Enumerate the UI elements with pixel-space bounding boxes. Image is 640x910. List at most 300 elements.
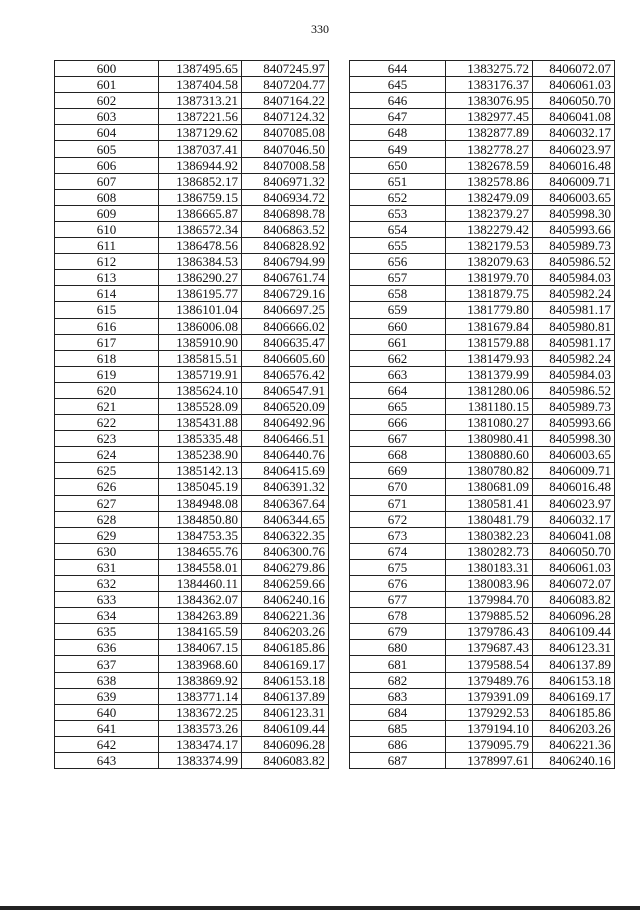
- x-coordinate-cell: 1382578.86: [446, 173, 533, 189]
- x-coordinate-cell: 1386290.27: [159, 270, 242, 286]
- point-number-cell: 624: [55, 447, 159, 463]
- y-coordinate-cell: 8406635.47: [242, 334, 329, 350]
- y-coordinate-cell: 8406137.89: [533, 656, 615, 672]
- table-row: [350, 608, 615, 624]
- y-coordinate-cell: 8407204.77: [242, 77, 329, 93]
- point-number-cell: 685: [350, 720, 446, 736]
- table-row: [350, 382, 615, 398]
- y-coordinate-cell: 8406279.86: [242, 559, 329, 575]
- table-row: [55, 753, 329, 769]
- table-row: [55, 592, 329, 608]
- x-coordinate-cell: 1385045.19: [159, 479, 242, 495]
- point-number-cell: 679: [350, 624, 446, 640]
- x-coordinate-cell: 1382179.53: [446, 238, 533, 254]
- y-coordinate-cell: 8405986.52: [533, 382, 615, 398]
- y-coordinate-cell: 8406023.97: [533, 495, 615, 511]
- point-number-cell: 671: [350, 495, 446, 511]
- y-coordinate-cell: 8406109.44: [242, 720, 329, 736]
- x-coordinate-cell: 1380382.23: [446, 527, 533, 543]
- y-coordinate-cell: 8405984.03: [533, 366, 615, 382]
- y-coordinate-cell: 8405993.66: [533, 415, 615, 431]
- y-coordinate-cell: 8405993.66: [533, 221, 615, 237]
- y-coordinate-cell: 8405982.24: [533, 350, 615, 366]
- y-coordinate-cell: 8406828.92: [242, 238, 329, 254]
- y-coordinate-cell: 8406009.71: [533, 463, 615, 479]
- y-coordinate-cell: 8406009.71: [533, 173, 615, 189]
- table-row: [55, 398, 329, 414]
- x-coordinate-cell: 1383176.37: [446, 77, 533, 93]
- y-coordinate-cell: 8406072.07: [533, 576, 615, 592]
- x-coordinate-cell: 1386944.92: [159, 157, 242, 173]
- y-coordinate-cell: 8406016.48: [533, 479, 615, 495]
- table-row: [55, 366, 329, 382]
- table-row: [350, 141, 615, 157]
- table-row: [55, 576, 329, 592]
- x-coordinate-cell: 1381779.80: [446, 302, 533, 318]
- point-number-cell: 607: [55, 173, 159, 189]
- y-coordinate-cell: 8406083.82: [533, 592, 615, 608]
- point-number-cell: 668: [350, 447, 446, 463]
- x-coordinate-cell: 1383672.25: [159, 704, 242, 720]
- coordinate-table-left: [54, 60, 329, 769]
- table-row: [55, 511, 329, 527]
- point-number-cell: 658: [350, 286, 446, 302]
- table-row: [55, 431, 329, 447]
- y-coordinate-cell: 8406032.17: [533, 511, 615, 527]
- table-row: [55, 382, 329, 398]
- x-coordinate-cell: 1381679.84: [446, 318, 533, 334]
- point-number-cell: 613: [55, 270, 159, 286]
- table-row: [55, 672, 329, 688]
- point-number-cell: 683: [350, 688, 446, 704]
- x-coordinate-cell: 1386665.87: [159, 205, 242, 221]
- x-coordinate-cell: 1381280.06: [446, 382, 533, 398]
- point-number-cell: 631: [55, 559, 159, 575]
- point-number-cell: 652: [350, 189, 446, 205]
- table-row: [350, 61, 615, 77]
- point-number-cell: 622: [55, 415, 159, 431]
- y-coordinate-cell: 8406169.17: [242, 656, 329, 672]
- y-coordinate-cell: 8406221.36: [533, 736, 615, 752]
- y-coordinate-cell: 8406096.28: [533, 608, 615, 624]
- y-coordinate-cell: 8406185.86: [242, 640, 329, 656]
- x-coordinate-cell: 1380083.96: [446, 576, 533, 592]
- point-number-cell: 610: [55, 221, 159, 237]
- point-number-cell: 667: [350, 431, 446, 447]
- x-coordinate-cell: 1381579.88: [446, 334, 533, 350]
- point-number-cell: 660: [350, 318, 446, 334]
- point-number-cell: 634: [55, 608, 159, 624]
- point-number-cell: 656: [350, 254, 446, 270]
- x-coordinate-cell: 1383474.17: [159, 736, 242, 752]
- x-coordinate-cell: 1383573.26: [159, 720, 242, 736]
- y-coordinate-cell: 8406023.97: [533, 141, 615, 157]
- point-number-cell: 677: [350, 592, 446, 608]
- x-coordinate-cell: 1385910.90: [159, 334, 242, 350]
- y-coordinate-cell: 8406391.32: [242, 479, 329, 495]
- coordinate-table-right: [349, 60, 615, 769]
- point-number-cell: 635: [55, 624, 159, 640]
- point-number-cell: 669: [350, 463, 446, 479]
- point-number-cell: 659: [350, 302, 446, 318]
- point-number-cell: 674: [350, 543, 446, 559]
- point-number-cell: 651: [350, 173, 446, 189]
- table-row: [350, 447, 615, 463]
- y-coordinate-cell: 8406898.78: [242, 205, 329, 221]
- point-number-cell: 662: [350, 350, 446, 366]
- y-coordinate-cell: 8406367.64: [242, 495, 329, 511]
- table-row: [55, 543, 329, 559]
- y-coordinate-cell: 8407124.32: [242, 109, 329, 125]
- x-coordinate-cell: 1384558.01: [159, 559, 242, 575]
- table-row: [55, 61, 329, 77]
- x-coordinate-cell: 1387404.58: [159, 77, 242, 93]
- point-number-cell: 673: [350, 527, 446, 543]
- y-coordinate-cell: 8406123.31: [533, 640, 615, 656]
- table-row: [350, 527, 615, 543]
- table-row: [350, 431, 615, 447]
- x-coordinate-cell: 1386101.04: [159, 302, 242, 318]
- point-number-cell: 602: [55, 93, 159, 109]
- point-number-cell: 606: [55, 157, 159, 173]
- x-coordinate-cell: 1385335.48: [159, 431, 242, 447]
- table-row: [55, 736, 329, 752]
- point-number-cell: 643: [55, 753, 159, 769]
- y-coordinate-cell: 8405989.73: [533, 238, 615, 254]
- page-bottom-edge: [0, 906, 640, 910]
- table-row: [350, 238, 615, 254]
- y-coordinate-cell: 8406492.96: [242, 415, 329, 431]
- y-coordinate-cell: 8406240.16: [242, 592, 329, 608]
- x-coordinate-cell: 1385719.91: [159, 366, 242, 382]
- point-number-cell: 616: [55, 318, 159, 334]
- y-coordinate-cell: 8406440.76: [242, 447, 329, 463]
- table-row: [350, 318, 615, 334]
- y-coordinate-cell: 8405981.17: [533, 302, 615, 318]
- y-coordinate-cell: 8405998.30: [533, 205, 615, 221]
- table-row: [350, 624, 615, 640]
- table-row: [350, 592, 615, 608]
- point-number-cell: 638: [55, 672, 159, 688]
- table-row: [350, 254, 615, 270]
- point-number-cell: 661: [350, 334, 446, 350]
- point-number-cell: 630: [55, 543, 159, 559]
- table-row: [350, 640, 615, 656]
- table-row: [55, 109, 329, 125]
- table-row: [350, 559, 615, 575]
- y-coordinate-cell: 8406041.08: [533, 109, 615, 125]
- y-coordinate-cell: 8406344.65: [242, 511, 329, 527]
- table-row: [350, 334, 615, 350]
- table-row: [350, 350, 615, 366]
- point-number-cell: 627: [55, 495, 159, 511]
- point-number-cell: 640: [55, 704, 159, 720]
- table-row: [55, 479, 329, 495]
- point-number-cell: 625: [55, 463, 159, 479]
- y-coordinate-cell: 8406083.82: [242, 753, 329, 769]
- table-row: [350, 753, 615, 769]
- table-row: [55, 286, 329, 302]
- table-row: [55, 93, 329, 109]
- point-number-cell: 644: [350, 61, 446, 77]
- y-coordinate-cell: 8406123.31: [242, 704, 329, 720]
- y-coordinate-cell: 8406096.28: [242, 736, 329, 752]
- x-coordinate-cell: 1384165.59: [159, 624, 242, 640]
- y-coordinate-cell: 8406153.18: [533, 672, 615, 688]
- y-coordinate-cell: 8406203.26: [242, 624, 329, 640]
- y-coordinate-cell: 8406240.16: [533, 753, 615, 769]
- table-row: [350, 495, 615, 511]
- x-coordinate-cell: 1381379.99: [446, 366, 533, 382]
- x-coordinate-cell: 1385238.90: [159, 447, 242, 463]
- table-row: [350, 189, 615, 205]
- table-row: [350, 511, 615, 527]
- x-coordinate-cell: 1379095.79: [446, 736, 533, 752]
- y-coordinate-cell: 8405981.17: [533, 334, 615, 350]
- point-number-cell: 675: [350, 559, 446, 575]
- table-row: [350, 93, 615, 109]
- table-row: [350, 736, 615, 752]
- point-number-cell: 682: [350, 672, 446, 688]
- x-coordinate-cell: 1384362.07: [159, 592, 242, 608]
- point-number-cell: 664: [350, 382, 446, 398]
- x-coordinate-cell: 1384948.08: [159, 495, 242, 511]
- y-coordinate-cell: 8406520.09: [242, 398, 329, 414]
- point-number-cell: 614: [55, 286, 159, 302]
- table-row: [55, 640, 329, 656]
- table-row: [55, 495, 329, 511]
- table-row: [350, 157, 615, 173]
- table-row: [350, 302, 615, 318]
- table-row: [55, 173, 329, 189]
- x-coordinate-cell: 1381479.93: [446, 350, 533, 366]
- x-coordinate-cell: 1384067.15: [159, 640, 242, 656]
- table-row: [55, 221, 329, 237]
- x-coordinate-cell: 1385528.09: [159, 398, 242, 414]
- x-coordinate-cell: 1385624.10: [159, 382, 242, 398]
- x-coordinate-cell: 1382479.09: [446, 189, 533, 205]
- point-number-cell: 687: [350, 753, 446, 769]
- point-number-cell: 629: [55, 527, 159, 543]
- table-row: [55, 270, 329, 286]
- y-coordinate-cell: 8406794.99: [242, 254, 329, 270]
- table-row: [55, 205, 329, 221]
- y-coordinate-cell: 8406016.48: [533, 157, 615, 173]
- point-number-cell: 628: [55, 511, 159, 527]
- point-number-cell: 680: [350, 640, 446, 656]
- y-coordinate-cell: 8406153.18: [242, 672, 329, 688]
- point-number-cell: 636: [55, 640, 159, 656]
- table-row: [55, 447, 329, 463]
- x-coordinate-cell: 1386572.34: [159, 221, 242, 237]
- x-coordinate-cell: 1379984.70: [446, 592, 533, 608]
- y-coordinate-cell: 8405986.52: [533, 254, 615, 270]
- point-number-cell: 655: [350, 238, 446, 254]
- point-number-cell: 663: [350, 366, 446, 382]
- y-coordinate-cell: 8406050.70: [533, 543, 615, 559]
- point-number-cell: 670: [350, 479, 446, 495]
- y-coordinate-cell: 8406137.89: [242, 688, 329, 704]
- y-coordinate-cell: 8406934.72: [242, 189, 329, 205]
- y-coordinate-cell: 8406605.60: [242, 350, 329, 366]
- table-row: [55, 238, 329, 254]
- x-coordinate-cell: 1385142.13: [159, 463, 242, 479]
- x-coordinate-cell: 1379588.54: [446, 656, 533, 672]
- point-number-cell: 648: [350, 125, 446, 141]
- table-row: [350, 543, 615, 559]
- table-row: [55, 527, 329, 543]
- x-coordinate-cell: 1384753.35: [159, 527, 242, 543]
- y-coordinate-cell: 8406729.16: [242, 286, 329, 302]
- point-number-cell: 678: [350, 608, 446, 624]
- table-row: [55, 157, 329, 173]
- y-coordinate-cell: 8406109.44: [533, 624, 615, 640]
- x-coordinate-cell: 1379786.43: [446, 624, 533, 640]
- y-coordinate-cell: 8406971.32: [242, 173, 329, 189]
- x-coordinate-cell: 1381080.27: [446, 415, 533, 431]
- y-coordinate-cell: 8406547.91: [242, 382, 329, 398]
- x-coordinate-cell: 1379292.53: [446, 704, 533, 720]
- x-coordinate-cell: 1385431.88: [159, 415, 242, 431]
- point-number-cell: 650: [350, 157, 446, 173]
- point-number-cell: 608: [55, 189, 159, 205]
- x-coordinate-cell: 1386478.56: [159, 238, 242, 254]
- table-row: [350, 286, 615, 302]
- table-row: [350, 704, 615, 720]
- y-coordinate-cell: 8406003.65: [533, 189, 615, 205]
- point-number-cell: 609: [55, 205, 159, 221]
- x-coordinate-cell: 1386384.53: [159, 254, 242, 270]
- y-coordinate-cell: 8406003.65: [533, 447, 615, 463]
- x-coordinate-cell: 1381879.75: [446, 286, 533, 302]
- table-row: [55, 463, 329, 479]
- point-number-cell: 637: [55, 656, 159, 672]
- point-number-cell: 647: [350, 109, 446, 125]
- y-coordinate-cell: 8406203.26: [533, 720, 615, 736]
- x-coordinate-cell: 1382279.42: [446, 221, 533, 237]
- y-coordinate-cell: 8405998.30: [533, 431, 615, 447]
- x-coordinate-cell: 1387313.21: [159, 93, 242, 109]
- y-coordinate-cell: 8406415.69: [242, 463, 329, 479]
- x-coordinate-cell: 1384460.11: [159, 576, 242, 592]
- table-row: [350, 576, 615, 592]
- table-row: [55, 608, 329, 624]
- x-coordinate-cell: 1380780.82: [446, 463, 533, 479]
- point-number-cell: 611: [55, 238, 159, 254]
- table-row: [55, 688, 329, 704]
- table-row: [55, 334, 329, 350]
- x-coordinate-cell: 1382678.59: [446, 157, 533, 173]
- y-coordinate-cell: 8406050.70: [533, 93, 615, 109]
- x-coordinate-cell: 1387221.56: [159, 109, 242, 125]
- y-coordinate-cell: 8406466.51: [242, 431, 329, 447]
- x-coordinate-cell: 1382778.27: [446, 141, 533, 157]
- x-coordinate-cell: 1386195.77: [159, 286, 242, 302]
- x-coordinate-cell: 1380282.73: [446, 543, 533, 559]
- x-coordinate-cell: 1380681.09: [446, 479, 533, 495]
- x-coordinate-cell: 1381180.15: [446, 398, 533, 414]
- x-coordinate-cell: 1379885.52: [446, 608, 533, 624]
- point-number-cell: 657: [350, 270, 446, 286]
- table-row: [55, 302, 329, 318]
- point-number-cell: 654: [350, 221, 446, 237]
- table-row: [55, 350, 329, 366]
- point-number-cell: 649: [350, 141, 446, 157]
- x-coordinate-cell: 1383869.92: [159, 672, 242, 688]
- point-number-cell: 601: [55, 77, 159, 93]
- x-coordinate-cell: 1383771.14: [159, 688, 242, 704]
- y-coordinate-cell: 8406185.86: [533, 704, 615, 720]
- table-row: [55, 125, 329, 141]
- table-row: [350, 109, 615, 125]
- point-number-cell: 605: [55, 141, 159, 157]
- x-coordinate-cell: 1382877.89: [446, 125, 533, 141]
- table-row: [55, 624, 329, 640]
- x-coordinate-cell: 1380183.31: [446, 559, 533, 575]
- point-number-cell: 642: [55, 736, 159, 752]
- point-number-cell: 686: [350, 736, 446, 752]
- y-coordinate-cell: 8405989.73: [533, 398, 615, 414]
- table-row: [350, 125, 615, 141]
- y-coordinate-cell: 8406221.36: [242, 608, 329, 624]
- point-number-cell: 619: [55, 366, 159, 382]
- x-coordinate-cell: 1384655.76: [159, 543, 242, 559]
- y-coordinate-cell: 8406322.35: [242, 527, 329, 543]
- table-row: [55, 189, 329, 205]
- table-row: [350, 656, 615, 672]
- table-row: [350, 270, 615, 286]
- table-row: [350, 173, 615, 189]
- point-number-cell: 618: [55, 350, 159, 366]
- y-coordinate-cell: 8406061.03: [533, 77, 615, 93]
- table-row: [55, 254, 329, 270]
- x-coordinate-cell: 1380581.41: [446, 495, 533, 511]
- point-number-cell: 633: [55, 592, 159, 608]
- point-number-cell: 620: [55, 382, 159, 398]
- x-coordinate-cell: 1385815.51: [159, 350, 242, 366]
- table-row: [350, 463, 615, 479]
- y-coordinate-cell: 8406061.03: [533, 559, 615, 575]
- point-number-cell: 641: [55, 720, 159, 736]
- table-row: [55, 77, 329, 93]
- y-coordinate-cell: 8406300.76: [242, 543, 329, 559]
- point-number-cell: 604: [55, 125, 159, 141]
- point-number-cell: 600: [55, 61, 159, 77]
- point-number-cell: 684: [350, 704, 446, 720]
- x-coordinate-cell: 1382977.45: [446, 109, 533, 125]
- x-coordinate-cell: 1387129.62: [159, 125, 242, 141]
- point-number-cell: 626: [55, 479, 159, 495]
- x-coordinate-cell: 1378997.61: [446, 753, 533, 769]
- point-number-cell: 666: [350, 415, 446, 431]
- x-coordinate-cell: 1381979.70: [446, 270, 533, 286]
- y-coordinate-cell: 8406666.02: [242, 318, 329, 334]
- x-coordinate-cell: 1382079.63: [446, 254, 533, 270]
- x-coordinate-cell: 1380880.60: [446, 447, 533, 463]
- y-coordinate-cell: 8406032.17: [533, 125, 615, 141]
- x-coordinate-cell: 1384850.80: [159, 511, 242, 527]
- x-coordinate-cell: 1386759.15: [159, 189, 242, 205]
- point-number-cell: 603: [55, 109, 159, 125]
- table-row: [55, 559, 329, 575]
- y-coordinate-cell: 8407164.22: [242, 93, 329, 109]
- y-coordinate-cell: 8407245.97: [242, 61, 329, 77]
- x-coordinate-cell: 1383076.95: [446, 93, 533, 109]
- table-row: [350, 77, 615, 93]
- point-number-cell: 617: [55, 334, 159, 350]
- x-coordinate-cell: 1383374.99: [159, 753, 242, 769]
- x-coordinate-cell: 1384263.89: [159, 608, 242, 624]
